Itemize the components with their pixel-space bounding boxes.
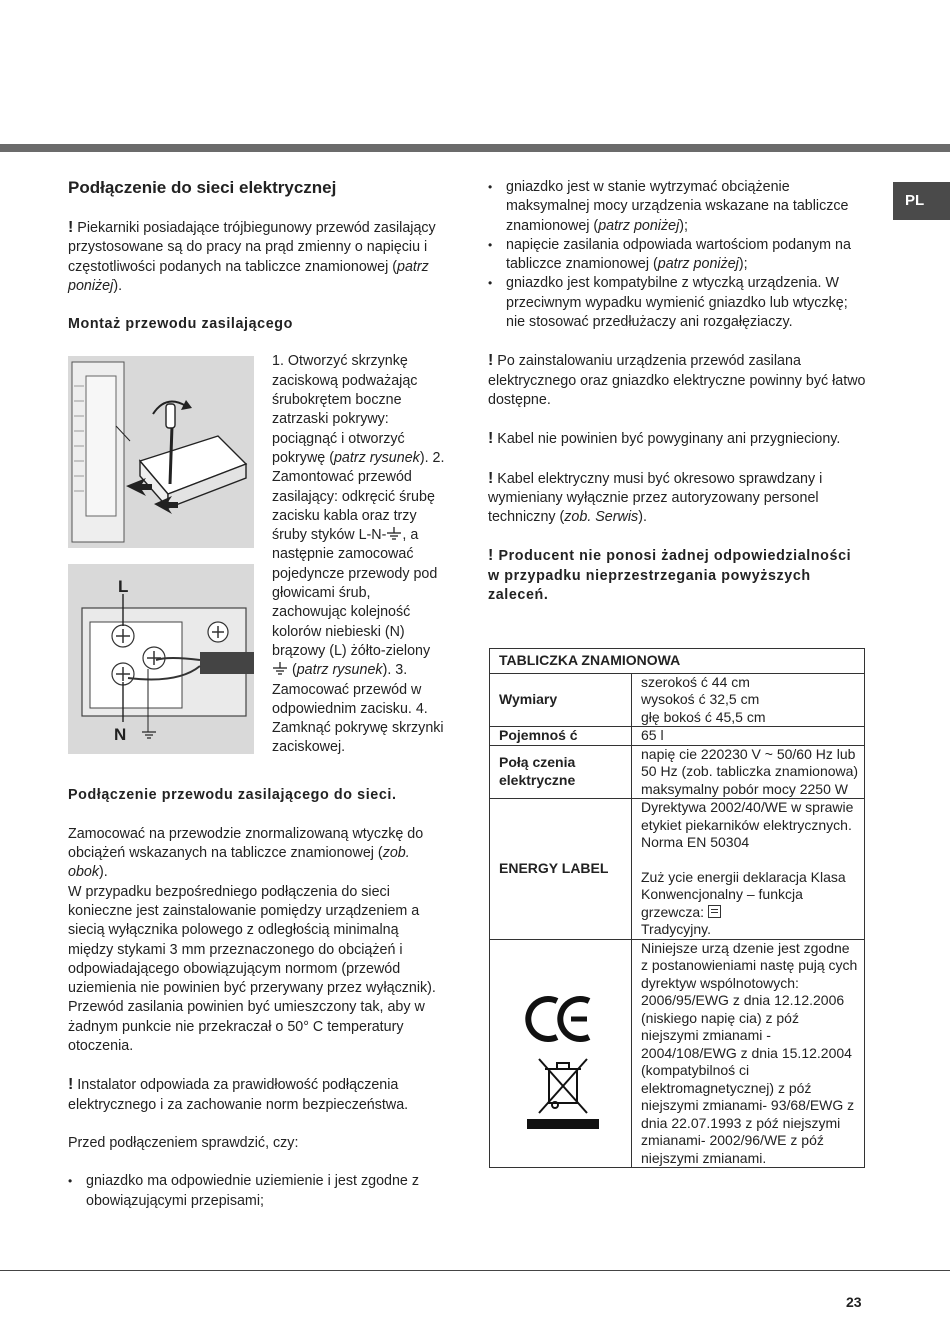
mounting-steps-text: 1. Otworzyć skrzynkę zaciskową podważając śrubokrętem boczne zatrzaski pokrywy: pociągnąć i otworzyć pokrywę (patrz rysunek). 2. Zamontować przewód zasilający: odkręcić śrubę zacisku kabla oraz trzy śruby styków L-N- , a następnie zamocować pojedyncze przewody pod głowicami śrub, zachowując kolejność kolorów niebieski (N) brązowy (L) żółto-zielony (patrz rysunek). 3. Zamocować przewód w odpowiednim zacisku. 4. Zamknąć pokrywę skrzynki zaciskowej.: [272, 353, 445, 756]
ground-symbol-icon: [272, 662, 288, 676]
table-row: Połą czenia elektryczne napię cie 220230 V ~ 50/60 Hz lub 50 Hz (zob. tabliczka znamionowa) maksymalny pobór mocy 2250 W: [490, 745, 865, 799]
intro-paragraph: ! Piekarniki posiadające trójbiegunowy przewód zasilający przystosowane są do pracy na prąd zmienny o napięciu i częstotliwości podanych na tabliczce znamionowej (patrz poniżej).: [68, 219, 436, 294]
liability-warning: ! Producent nie ponosi żadnej odpowiedzialności w przypadku nieprzestrzegania powyższych zaleceń.: [488, 547, 852, 604]
list-item: • napięcie zasilania odpowiada wartościom podanym na tabliczce znamionowej (patrz poniżej);: [488, 236, 866, 275]
terminal-box-open-illustration: [68, 356, 254, 548]
terminal-wiring-illustration: [68, 564, 254, 754]
page-number: 23: [846, 1294, 862, 1310]
table-header: TABLICZKA ZNAMIONOWA: [490, 649, 865, 674]
section-title: Podłączenie do sieci elektrycznej: [68, 178, 337, 197]
table-row: ENERGY LABEL Dyrektywa 2002/40/WE w sprawie etykiet piekarników elektrycznych. Norma EN 50304 Zuż ycie energii deklaracja Klasa Konwencjonalny – funkcja grzewcza: Tradycyjny.: [490, 799, 865, 940]
list-item: • gniazdko jest kompatybilne z wtyczką urządzenia. W przeciwnym wypadku wymienić gniazdko lub wtyczkę; nie stosować przedłużaczy ani rozgałęziaczy.: [488, 274, 866, 332]
data-plate-table: [489, 648, 865, 1168]
accessibility-warning: ! Po zainstalowaniu urządzenia przewód zasilana elektrycznego oraz gniazdko elektryczne powinny być łatwo dostępne.: [488, 352, 866, 408]
direct-connection-paragraph: W przypadku bezpośredniego podłączenia do sieci konieczne jest zainstalowanie pomiędzy urządzeniem a siecią wyłącznika polowego z odległością minimalną między stykami 3 mm przeznaczonego do obciążeń i odpowiadającego obowiązującym normom (przewód uziemienia nie powinien być przerywany przez wyłącznik). Przewód zasilania powinien być umieszczony tak, aby w żadnym punkcie nie przekraczał o 50° C temperatury otoczenia.: [68, 883, 436, 1055]
cable-check-warning: ! Kabel elektryczny musi być okresowo sprawdzany i wymieniany wyłącznie przez autoryzowany personel techniczny (zob. Serwis).: [488, 469, 823, 526]
ce-and-weee-marks: [523, 971, 603, 1131]
check-list-left: [68, 1172, 444, 1211]
table-row: Niniejsze urzą dzenie jest zgodne z postanowieniami nastę pują cych dyrektyw wspólnotowych: 2006/95/EWG z dnia 12.12.2006 (niskiego napię cia) z póź niejszymi zmianami - 2004/108/EWG z dnia 15.12.2004 (kompatybilnoś ci elektromagnetycznej) z póź niejszymi zmianami- 93/68/EWG z dnia 22.07.1993 z póź niejszymi zmianami- 2002/96/WE z póź niejszymi zmianami.: [490, 939, 865, 1168]
subheading-mounting: Montaż przewodu zasilającego: [68, 316, 293, 333]
installer-warning: ! Instalator odpowiada za prawidłowość podłączenia elektrycznego i za zachowanie norm bezpieczeństwa.: [68, 1076, 409, 1113]
language-tab: PL: [893, 182, 950, 220]
list-item: • gniazdko jest w stanie wytrzymać obciążenie maksymalnej mocy urządzenia wskazane na tabliczce znamionowej (patrz poniżej);: [488, 178, 866, 236]
cable-bend-warning: ! Kabel nie powinien być powyginany ani przygnieciony.: [488, 430, 841, 448]
plug-paragraph: Zamocować na przewodzie znormalizowaną wtyczkę do obciążeń wskazanych na tabliczce znamionowej (zob. obok).: [68, 825, 424, 881]
bottom-rule: [0, 1270, 950, 1271]
check-list-right: [488, 178, 866, 332]
list-item: • gniazdko ma odpowiednie uziemienie i jest zgodne z obowiązującymi przepisami;: [68, 1172, 444, 1211]
weee-bin-icon: [539, 1059, 587, 1113]
figure-label-N: N: [114, 725, 127, 745]
top-divider-bar: [0, 144, 950, 152]
figure-label-L: L: [118, 577, 129, 597]
figure-row: [68, 354, 444, 786]
left-column: [68, 178, 444, 1211]
right-column: [488, 178, 866, 605]
check-intro: Przed podłączeniem sprawdzić, czy:: [68, 1134, 299, 1151]
ce-mark-icon: [528, 999, 557, 1039]
table-row: Wymiary szerokoś ć 44 cm wysokoś ć 32,5 cm głę bokoś ć 45,5 cm: [490, 673, 865, 727]
ground-symbol-icon: [386, 527, 402, 541]
conventional-oven-icon: [708, 905, 721, 918]
table-row: Pojemnoś ć 65 l: [490, 727, 865, 746]
subheading-connection: Podłączenie przewodu zasilającego do sieci.: [68, 787, 397, 804]
